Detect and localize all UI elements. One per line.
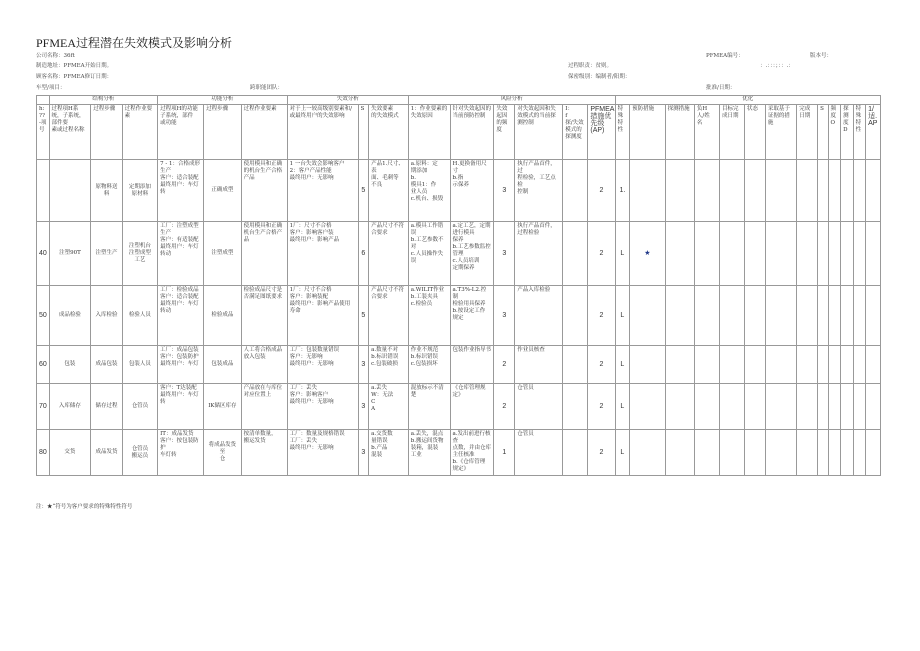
table-row (37, 430, 881, 476)
cell-ap: 2 (588, 160, 615, 222)
special-characteristic-star (630, 384, 666, 430)
empty-cell (797, 384, 818, 430)
cell-func: 7 - 1：合格成形生产 客户：适合装配 最终用户：车灯转 (158, 160, 204, 222)
cell-pstep: 检验成品 (204, 286, 242, 346)
empty-cell (841, 346, 854, 384)
empty-cell (745, 346, 766, 384)
approval-label: 批准/日期： (706, 85, 736, 91)
cell-pelem: 人工将合格成品 放入包装 (241, 346, 287, 384)
cell-pstep: 正确成型 (204, 160, 242, 222)
table-row (37, 160, 881, 222)
empty-cell (694, 430, 719, 476)
empty-cell (765, 346, 796, 384)
cell-cause: a.WILIT作业 b.工装夹具 c.检验员 (408, 286, 450, 346)
cell-func: 工厂：检验成品 客户：适合装配 最终用户：车灯转动 (158, 286, 204, 346)
cell-prev: a.定工艺，定期 进行模具 保养 b.工艺参数监控 管理 c.人员培训 定期保养 (450, 222, 494, 286)
special-characteristic-star: ★ (630, 222, 666, 286)
cell-d (563, 346, 588, 384)
cell-o: 2 (494, 384, 515, 430)
cell-func: IT：成品发货 客户：按包装防护 车灯转 (158, 430, 204, 476)
empty-cell (745, 222, 766, 286)
group-optimization: 优化 (615, 96, 880, 105)
cell-no: 70 (37, 384, 50, 430)
empty-cell (765, 160, 796, 222)
empty-cell (841, 430, 854, 476)
cell-s: 3 (358, 384, 368, 430)
cell-elem: 仓管员 搬运员 (122, 430, 158, 476)
confidential-label: 保密级别：编制者/阳期： (568, 74, 631, 80)
column-header: 1/适. AP (866, 105, 881, 160)
pfmea-table (36, 95, 881, 476)
cell-item: 交货 (49, 430, 91, 476)
cell-step: 成品发货 (91, 430, 122, 476)
cell-o: 2 (494, 346, 515, 384)
dotted-field: ：.：：：；：：.： (760, 63, 794, 69)
cell-item: 包装 (49, 346, 91, 384)
empty-cell (853, 346, 866, 384)
cell-s: 3 (358, 430, 368, 476)
cell-prev: a.T3%-L2.控制 检验用具保养 b.按设定工作 规定 (450, 286, 494, 346)
cell-effect: 1厂：尺寸不合格 客户：影响客户装 最终用户：影响产品 (287, 222, 358, 286)
column-header: S (818, 105, 828, 160)
empty-cell (694, 222, 719, 286)
empty-cell (694, 160, 719, 222)
cell-cause: 混放标示不清 楚 (408, 384, 450, 430)
cell-cause: a.丢失，混点 b.搬运间货物 装箱，混装 工业 (408, 430, 450, 476)
cell-ap: 2 (588, 346, 615, 384)
cell-step: 成品包装 (91, 346, 122, 384)
cell-no: 80 (37, 430, 50, 476)
cell-d (563, 286, 588, 346)
cell-item: 成品检验 (49, 286, 91, 346)
cell-pstep: 包装成品 (204, 346, 242, 384)
cell-elem: 包装人员 (122, 346, 158, 384)
column-header: 针对失效起因的当前预防控制 (450, 105, 494, 160)
empty-cell (818, 160, 828, 222)
empty-cell (828, 346, 841, 384)
group-structure: 结构分析 (49, 96, 158, 105)
empty-cell (765, 430, 796, 476)
cell-cause: 作业不规范 b.标识错误 c.包装损坏 (408, 346, 450, 384)
empty-cell (828, 384, 841, 430)
cell-det: 执行产品首件，过 程检验，工艺点检 控制 (515, 160, 563, 222)
cell-pelem: 按清单数量， 搬运发货 (241, 430, 287, 476)
cell-func: 工厂：注塑成型生产 客户：有适装配 最终用户：车灯转动 (158, 222, 204, 286)
column-header: 过程步骤 (91, 105, 122, 160)
cell-o: 1 (494, 430, 515, 476)
group-empty (37, 96, 50, 105)
cell-ap: 2 (588, 430, 615, 476)
empty-cell (665, 160, 694, 222)
cell-s: 6 (358, 222, 368, 286)
cell-det: 仓管员 (515, 430, 563, 476)
cell-prev: 《仓库管理规定》 (450, 384, 494, 430)
cell-func: 工厂：成品包装 客户：包装防护 最终用户：车灯 (158, 346, 204, 384)
cell-d (563, 160, 588, 222)
cell-d (563, 222, 588, 286)
empty-cell (818, 384, 828, 430)
empty-cell (719, 286, 744, 346)
empty-cell (853, 430, 866, 476)
cell-d (563, 384, 588, 430)
cell-det: 产品入库检验 (515, 286, 563, 346)
table-row (37, 346, 881, 384)
special-characteristic-star (630, 160, 666, 222)
team-label: 跨职能团队： (250, 85, 284, 91)
cell-prev: 包装作业指导书 (450, 346, 494, 384)
column-header: 探测措施 (665, 105, 694, 160)
header-row (37, 105, 881, 160)
empty-cell (797, 160, 818, 222)
empty-cell (765, 222, 796, 286)
cell-cause: a.模具工作错 误 b.工艺参数不对 c.人员操作失误 (408, 222, 450, 286)
cell-pelem: 检验成品尺寸是 否满足图纸要求 (241, 286, 287, 346)
empty-cell (765, 286, 796, 346)
empty-cell (853, 160, 866, 222)
empty-cell (818, 346, 828, 384)
cell-sc: L (615, 222, 630, 286)
customer-label: 顾客名称：PFMEA修订日期： (36, 74, 113, 80)
cell-no (37, 160, 50, 222)
cell-no: 60 (37, 346, 50, 384)
cell-mode: 产品尺寸不符 合要求 (369, 286, 409, 346)
empty-cell (853, 384, 866, 430)
empty-cell (797, 222, 818, 286)
cell-pelem: 使用模具和正确 机台生产合格产 品 (241, 222, 287, 286)
table-row (37, 286, 881, 346)
plant-label: 制造地址：PFMEA开始日期。 (36, 63, 113, 69)
special-characteristic-star (630, 430, 666, 476)
empty-cell (719, 384, 744, 430)
column-header: 预防措施 (630, 105, 666, 160)
empty-cell (841, 160, 854, 222)
column-header: 1：作业要素的失效原因 (408, 105, 450, 160)
cell-o: 3 (494, 160, 515, 222)
cell-elem: 定期添加 原材料 (122, 160, 158, 222)
cell-prev: H.更换备用尺寸 b.指 示保养 (450, 160, 494, 222)
cell-effect: 工厂：数量及规格错误 工厂：丢失 最终用户：无影响 (287, 430, 358, 476)
column-header: 失效起因的频度 (494, 105, 515, 160)
cell-func: 客户：T达装配 最终用户：车灯转 (158, 384, 204, 430)
cell-prev: a.发出前进行核查 点数，并由仓库 主任核准 b.《仓库管理 规定》 (450, 430, 494, 476)
cell-item: 注塑90T (49, 222, 91, 286)
column-header: 探测度D (841, 105, 854, 160)
cell-step: 入库检验 (91, 286, 122, 346)
empty-cell (765, 384, 796, 430)
empty-cell (665, 430, 694, 476)
column-header: h: ??-项 号 (37, 105, 50, 160)
cell-pelem: 使用模具和正确 的机台生产合格 产品 (241, 160, 287, 222)
empty-cell (719, 430, 744, 476)
cell-ap: 2 (588, 222, 615, 286)
cell-no: 40 (37, 222, 50, 286)
column-header: 目标完成日期 (719, 105, 744, 160)
special-characteristic-star (630, 346, 666, 384)
cell-no: 50 (37, 286, 50, 346)
empty-cell (866, 384, 881, 430)
cell-effect: 工厂：包装数量错误 客户：无影响 最终用户：无影响 (287, 346, 358, 384)
empty-cell (665, 384, 694, 430)
empty-cell (694, 346, 719, 384)
cell-effect: 工厂：丢失 客户：影响客户 最终用户：无影响 (287, 384, 358, 430)
empty-cell (745, 384, 766, 430)
cell-elem: 注塑机台 注塑成型 工艺 (122, 222, 158, 286)
cell-det: 作业员核查 (515, 346, 563, 384)
column-header: 频度O (828, 105, 841, 160)
cell-o: 3 (494, 286, 515, 346)
cell-mode: a.交货数 量错误 b.产品 混装 (369, 430, 409, 476)
column-header: 负H 人/姓 名 (694, 105, 719, 160)
cell-d (563, 430, 588, 476)
empty-cell (745, 430, 766, 476)
column-header: 采取基于证据的措施 (765, 105, 796, 160)
cell-ap: 2 (588, 384, 615, 430)
empty-cell (828, 430, 841, 476)
empty-cell (866, 286, 881, 346)
empty-cell (797, 430, 818, 476)
column-header: 过程项H系统，子系统，部件要 素或过程名称 (49, 105, 91, 160)
empty-cell (828, 222, 841, 286)
cell-ap: 2 (588, 286, 615, 346)
column-header: 过程作业要素 (241, 105, 287, 160)
empty-cell (828, 160, 841, 222)
special-characteristic-star (630, 286, 666, 346)
cell-mode: a.丢失 W：无法 C A (369, 384, 409, 430)
column-header: 过程项H的功能 子系统，部件 或功能 (158, 105, 204, 160)
cell-det: 仓管员 (515, 384, 563, 430)
column-header: 过程步骤 (204, 105, 242, 160)
cell-step: 储存过程 (91, 384, 122, 430)
column-header: I： f 探/失效模式的探测度 (563, 105, 588, 160)
document-title: PFMEA过程潜在失效模式及影响分析 (36, 36, 233, 50)
cell-sc: L (615, 384, 630, 430)
cell-pstep: 注塑成型 (204, 222, 242, 286)
cell-mode: 产品尺寸不符 合要求 (369, 222, 409, 286)
cell-s: 5 (358, 286, 368, 346)
empty-cell (853, 286, 866, 346)
cell-cause: a.原料：定 期添加 b. 模具1：作 业人员 c.机台、损毁 (408, 160, 450, 222)
table-row (37, 384, 881, 430)
empty-cell (719, 222, 744, 286)
cell-det: 执行产品首件， 过程检验 (515, 222, 563, 286)
cell-pstep: IK储区库存 (204, 384, 242, 430)
empty-cell (745, 286, 766, 346)
empty-cell (797, 346, 818, 384)
empty-cell (853, 222, 866, 286)
cell-sc: 1. (615, 160, 630, 222)
empty-cell (828, 286, 841, 346)
cell-effect: 1厂：尺寸不合格 客户：影响装配 最终用户：影响产品使用 寿命 (287, 286, 358, 346)
empty-cell (818, 222, 828, 286)
empty-cell (866, 430, 881, 476)
cell-sc: L (615, 346, 630, 384)
pfmea-number-label: PFMEA编号： (706, 53, 744, 59)
empty-cell (818, 430, 828, 476)
cell-step: 原物料送料 (91, 160, 122, 222)
group-function: 功能分析 (158, 96, 288, 105)
empty-cell (745, 160, 766, 222)
empty-cell (841, 286, 854, 346)
column-header: 特殊特性 (853, 105, 866, 160)
cell-pstep: 将成品发货至 仓 (204, 430, 242, 476)
cell-item: 入库储存 (49, 384, 91, 430)
empty-cell (665, 286, 694, 346)
process-owner-label: 过程职责：贫则。 (568, 63, 613, 69)
empty-cell (866, 160, 881, 222)
empty-cell (866, 222, 881, 286)
cell-item (49, 160, 91, 222)
column-header: 失效要素 的失效模式 (369, 105, 409, 160)
cell-step: 注塑生产 (91, 222, 122, 286)
table-row (37, 222, 881, 286)
cell-mode: 产品1.尺寸、表 面、毛刺等 不良 (369, 160, 409, 222)
empty-cell (694, 286, 719, 346)
column-header: 完成日期 (797, 105, 818, 160)
cell-o: 3 (494, 222, 515, 286)
column-header: 对失效起因和失效模式的当前探测控制 (515, 105, 563, 160)
cell-effect: 1 一台失效会影响客户 2：客户产品性能 最终用户：无影响 (287, 160, 358, 222)
year-label: 车型/项目： (36, 85, 66, 91)
group-risk: 风险分析 (408, 96, 615, 105)
cell-s: 3 (358, 346, 368, 384)
cell-sc: L (615, 286, 630, 346)
empty-cell (665, 222, 694, 286)
company-label: 公司名称：36ft (36, 53, 75, 59)
version-label: 版本号： (810, 53, 833, 59)
empty-cell (841, 222, 854, 286)
cell-sc: L (615, 430, 630, 476)
cell-elem: 检验人员 (122, 286, 158, 346)
empty-cell (719, 346, 744, 384)
empty-cell (694, 384, 719, 430)
cell-pelem: 产品放在与库位 对应位置上 (241, 384, 287, 430)
column-header: 对于上一较高级别要素和/ 或最终用户的失效影响 (287, 105, 358, 160)
cell-mode: a.数量不对 b.标识错误 c.包装破损 (369, 346, 409, 384)
footnote: 注：★“符号为客户要求的特殊特性符号 (36, 504, 133, 510)
column-header: 过程作业要 素 (122, 105, 158, 160)
column-header: 状态 (745, 105, 766, 160)
empty-cell (665, 346, 694, 384)
column-header: PFMEA 措施优 先级 (AP) (588, 105, 615, 160)
empty-cell (719, 160, 744, 222)
cell-s: 5 (358, 160, 368, 222)
empty-cell (841, 384, 854, 430)
empty-cell (818, 286, 828, 346)
empty-cell (797, 286, 818, 346)
empty-cell (866, 346, 881, 384)
column-header: S (358, 105, 368, 160)
group-failure: 失效分析 (287, 96, 408, 105)
cell-elem: 仓管员 (122, 384, 158, 430)
column-header: 特殊特性 (615, 105, 630, 160)
